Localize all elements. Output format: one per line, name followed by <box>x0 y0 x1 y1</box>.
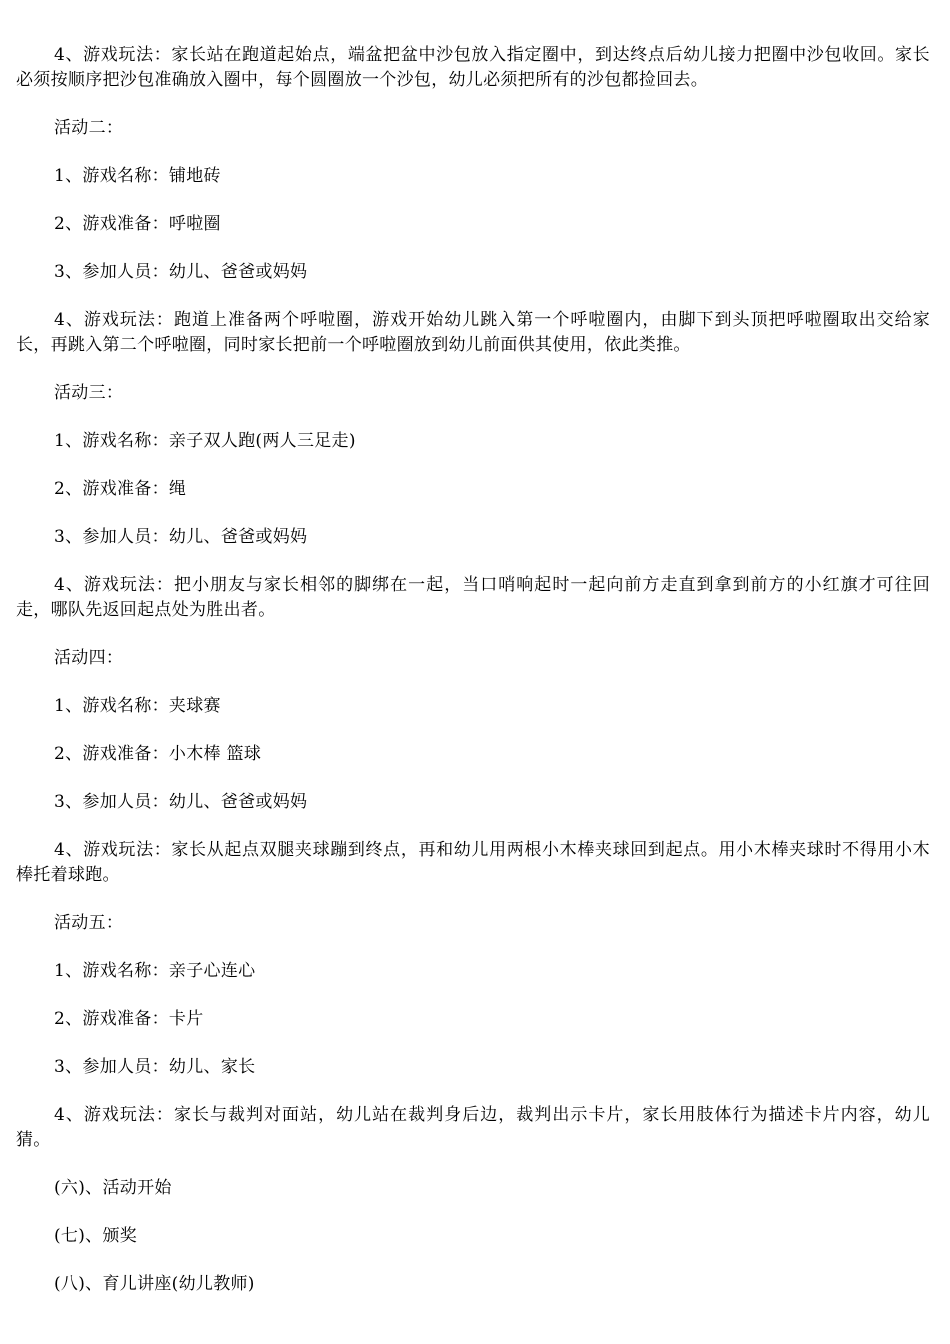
activity5-game-name: 1、游戏名称：亲子心连心 <box>54 961 256 981</box>
activity4-participants: 3、参加人员：幼儿、爸爸或妈妈 <box>54 792 308 812</box>
heading-activity-4: 活动四： <box>54 648 124 668</box>
activity5-preparation: 2、游戏准备：卡片 <box>54 1009 204 1029</box>
heading-activity-3: 活动三： <box>54 383 124 403</box>
heading-activity-5: 活动五： <box>54 913 124 933</box>
activity5-rules: 4、游戏玩法：家长与裁判对面站，幼儿站在裁判身后边，裁判出示卡片，家长用肢体行为描述卡片内容，幼儿猜。 <box>16 1105 930 1150</box>
activity2-participants: 3、参加人员：幼儿、爸爸或妈妈 <box>54 262 308 282</box>
activity5-participants: 3、参加人员：幼儿、家长 <box>54 1057 256 1077</box>
activity4-rules: 4、游戏玩法：家长从起点双腿夹球蹦到终点，再和幼儿用两根小木棒夹球回到起点。用小木棒夹球时不得用小木棒托着球跑。 <box>16 840 930 885</box>
section-activity-start: (六)、活动开始 <box>54 1178 172 1198</box>
activity3-participants: 3、参加人员：幼儿、爸爸或妈妈 <box>54 527 308 547</box>
paragraph-activity1-rules: 4、游戏玩法：家长站在跑道起始点，端盆把盆中沙包放入指定圈中，到达终点后幼儿接力把圈中沙包收回。家长必须按顺序把沙包准确放入圈中，每个圆圈放一个沙包，幼儿必须把所有的沙包都捡回去。 <box>16 45 930 90</box>
activity3-preparation: 2、游戏准备：绳 <box>54 479 187 499</box>
heading-activity-2: 活动二： <box>54 118 124 138</box>
activity3-rules: 4、游戏玩法：把小朋友与家长相邻的脚绑在一起，当口哨响起时一起向前方走直到拿到前方的小红旗才可往回走，哪队先返回起点处为胜出者。 <box>16 575 930 620</box>
activity4-game-name: 1、游戏名称：夹球赛 <box>54 696 221 716</box>
activity3-game-name: 1、游戏名称：亲子双人跑(两人三足走) <box>54 431 356 451</box>
section-awards: (七)、颁奖 <box>54 1226 138 1246</box>
activity2-preparation: 2、游戏准备：呼啦圈 <box>54 214 221 234</box>
activity2-rules: 4、游戏玩法：跑道上准备两个呼啦圈，游戏开始幼儿跳入第一个呼啦圈内，由脚下到头顶把呼啦圈取出交给家长，再跳入第二个呼啦圈，同时家长把前一个呼啦圈放到幼儿前面供其使用，依此类推。 <box>16 310 930 355</box>
activity4-preparation: 2、游戏准备：小木棒 篮球 <box>54 744 262 764</box>
section-parenting-lecture: (八)、育儿讲座(幼儿教师) <box>54 1274 255 1294</box>
activity2-game-name: 1、游戏名称：铺地砖 <box>54 166 221 186</box>
